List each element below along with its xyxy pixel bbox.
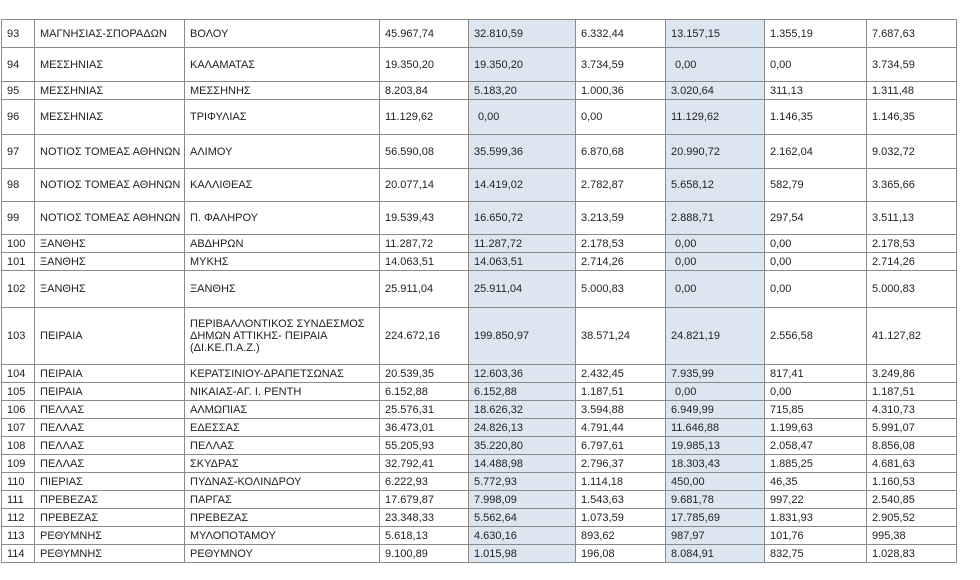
value-cell: 1.831,93 (765, 509, 867, 527)
value-cell: 6.152,88 (380, 383, 469, 401)
allocation-table (1, 19, 957, 563)
value-cell: 2.714,26 (576, 253, 666, 271)
value-cell: 3.734,59 (576, 48, 666, 82)
region-cell: ΠΕΛΛΑΣ (35, 401, 185, 419)
row-number: 98 (2, 169, 35, 202)
row-number: 111 (2, 491, 35, 509)
region-cell: ΠΡΕΒΕΖΑΣ (35, 491, 185, 509)
municipality-cell: ΑΛΜΩΠΙΑΣ (185, 401, 380, 419)
table-row (2, 235, 957, 253)
municipality-cell: ΠΑΡΓΑΣ (185, 491, 380, 509)
region-cell: ΠΕΛΛΑΣ (35, 437, 185, 455)
value-cell: 9.032,72 (867, 135, 957, 169)
value-cell: 0,00 (765, 235, 867, 253)
table-row (2, 509, 957, 527)
region-cell: ΠΕΙΡΑΙΑ (35, 365, 185, 383)
municipality-cell: ΡΕΘΥΜΝΟΥ (185, 545, 380, 563)
municipality-cell: ΝΙΚΑΙΑΣ-ΑΓ. Ι. ΡΕΝΤΗ (185, 383, 380, 401)
row-number: 102 (2, 271, 35, 308)
table-row (2, 271, 957, 308)
value-cell: 0,00 (666, 235, 765, 253)
value-cell: 1.160,53 (867, 473, 957, 491)
region-cell: ΠΡΕΒΕΖΑΣ (35, 509, 185, 527)
table-row (2, 20, 957, 48)
value-cell: 2.556,58 (765, 308, 867, 365)
row-number: 93 (2, 20, 35, 48)
value-cell: 3.020,64 (666, 82, 765, 100)
value-cell: 45.967,74 (380, 20, 469, 48)
region-cell: ΠΙΕΡΙΑΣ (35, 473, 185, 491)
region-cell: ΞΑΝΘΗΣ (35, 271, 185, 308)
value-cell: 1.146,35 (867, 100, 957, 135)
value-cell: 5.991,07 (867, 419, 957, 437)
municipality-cell: ΠΥΔΝΑΣ-ΚΟΛΙΝΔΡΟΥ (185, 473, 380, 491)
table-row (2, 253, 957, 271)
value-cell: 196,08 (576, 545, 666, 563)
value-cell: 0,00 (666, 253, 765, 271)
value-cell: 2.058,47 (765, 437, 867, 455)
value-cell: 14.063,51 (380, 253, 469, 271)
value-cell: 4.791,44 (576, 419, 666, 437)
value-cell: 3.734,59 (867, 48, 957, 82)
table-row (2, 473, 957, 491)
region-cell: ΡΕΘΥΜΝΗΣ (35, 527, 185, 545)
value-cell: 817,41 (765, 365, 867, 383)
table-row (2, 135, 957, 169)
value-cell: 14.419,02 (469, 169, 576, 202)
value-cell: 8.084,91 (666, 545, 765, 563)
value-cell: 1.187,51 (576, 383, 666, 401)
region-cell: ΜΕΣΣΗΝΙΑΣ (35, 48, 185, 82)
table-row (2, 383, 957, 401)
value-cell: 11.646,88 (666, 419, 765, 437)
value-cell: 7.998,09 (469, 491, 576, 509)
value-cell: 3.249,86 (867, 365, 957, 383)
value-cell: 893,62 (576, 527, 666, 545)
value-cell: 18.303,43 (666, 455, 765, 473)
value-cell: 13.157,15 (666, 20, 765, 48)
municipality-cell: ΠΕΛΛΑΣ (185, 437, 380, 455)
value-cell: 2.178,53 (867, 235, 957, 253)
row-number: 112 (2, 509, 35, 527)
value-cell: 0,00 (576, 100, 666, 135)
value-cell: 8.203,84 (380, 82, 469, 100)
value-cell: 11.287,72 (469, 235, 576, 253)
region-cell: ΝΟΤΙΟΣ ΤΟΜΕΑΣ ΑΘΗΝΩΝ (35, 202, 185, 235)
row-number: 107 (2, 419, 35, 437)
table-row (2, 48, 957, 82)
value-cell: 25.911,04 (469, 271, 576, 308)
municipality-cell: ΣΚΥΔΡΑΣ (185, 455, 380, 473)
value-cell: 1.543,63 (576, 491, 666, 509)
value-cell: 19.350,20 (380, 48, 469, 82)
value-cell: 1.146,35 (765, 100, 867, 135)
value-cell: 3.511,13 (867, 202, 957, 235)
municipality-cell: ΚΑΛΛΙΘΕΑΣ (185, 169, 380, 202)
value-cell: 4.681,63 (867, 455, 957, 473)
row-number: 99 (2, 202, 35, 235)
value-cell: 582,79 (765, 169, 867, 202)
value-cell: 1.187,51 (867, 383, 957, 401)
region-cell: ΠΕΙΡΑΙΑ (35, 383, 185, 401)
value-cell: 6.152,88 (469, 383, 576, 401)
value-cell: 832,75 (765, 545, 867, 563)
row-number: 113 (2, 527, 35, 545)
value-cell: 18.626,32 (469, 401, 576, 419)
value-cell: 1.015,98 (469, 545, 576, 563)
value-cell: 41.127,82 (867, 308, 957, 365)
value-cell: 0,00 (666, 48, 765, 82)
table-row (2, 365, 957, 383)
value-cell: 24.821,19 (666, 308, 765, 365)
table-row (2, 308, 957, 365)
value-cell: 17.785,69 (666, 509, 765, 527)
municipality-cell: ΞΑΝΘΗΣ (185, 271, 380, 308)
value-cell: 0,00 (469, 100, 576, 135)
value-cell: 5.658,12 (666, 169, 765, 202)
row-number: 103 (2, 308, 35, 365)
value-cell: 987,97 (666, 527, 765, 545)
value-cell: 12.603,36 (469, 365, 576, 383)
value-cell: 311,13 (765, 82, 867, 100)
value-cell: 5.000,83 (576, 271, 666, 308)
value-cell: 997,22 (765, 491, 867, 509)
row-number: 108 (2, 437, 35, 455)
value-cell: 20.539,35 (380, 365, 469, 383)
value-cell: 56.590,08 (380, 135, 469, 169)
table-row (2, 455, 957, 473)
value-cell: 4.630,16 (469, 527, 576, 545)
value-cell: 46,35 (765, 473, 867, 491)
value-cell: 2.714,26 (867, 253, 957, 271)
value-cell: 3.594,88 (576, 401, 666, 419)
table-row (2, 545, 957, 563)
row-number: 100 (2, 235, 35, 253)
region-cell: ΝΟΤΙΟΣ ΤΟΜΕΑΣ ΑΘΗΝΩΝ (35, 169, 185, 202)
table-row (2, 82, 957, 100)
value-cell: 25.911,04 (380, 271, 469, 308)
value-cell: 35.599,36 (469, 135, 576, 169)
value-cell: 19.350,20 (469, 48, 576, 82)
value-cell: 0,00 (765, 383, 867, 401)
value-cell: 32.792,41 (380, 455, 469, 473)
value-cell: 2.796,37 (576, 455, 666, 473)
value-cell: 1.885,25 (765, 455, 867, 473)
value-cell: 199.850,97 (469, 308, 576, 365)
value-cell: 55.205,93 (380, 437, 469, 455)
table-row (2, 202, 957, 235)
table-row (2, 437, 957, 455)
row-number: 104 (2, 365, 35, 383)
row-number: 114 (2, 545, 35, 563)
value-cell: 4.310,73 (867, 401, 957, 419)
municipality-cell: ΠΕΡΙΒΑΛΛΟΝΤΙΚΟΣ ΣΥΝΔΕΣΜΟΣ ΔΗΜΩΝ ΑΤΤΙΚΗΣ- ΠΕΙΡΑΙΑ (ΔΙ.ΚΕ.Π.Α.Ζ.) (185, 308, 380, 365)
region-cell: ΞΑΝΘΗΣ (35, 253, 185, 271)
region-cell: ΠΕΛΛΑΣ (35, 419, 185, 437)
table-row (2, 401, 957, 419)
value-cell: 38.571,24 (576, 308, 666, 365)
value-cell: 5.772,93 (469, 473, 576, 491)
value-cell: 1.000,36 (576, 82, 666, 100)
value-cell: 2.782,87 (576, 169, 666, 202)
value-cell: 11.129,62 (666, 100, 765, 135)
municipality-cell: ΜΥΛΟΠΟΤΑΜΟΥ (185, 527, 380, 545)
value-cell: 5.562,64 (469, 509, 576, 527)
value-cell: 3.365,66 (867, 169, 957, 202)
municipality-cell: ΜΥΚΗΣ (185, 253, 380, 271)
row-number: 110 (2, 473, 35, 491)
table-row (2, 527, 957, 545)
region-cell: ΜΕΣΣΗΝΙΑΣ (35, 100, 185, 135)
value-cell: 6.222,93 (380, 473, 469, 491)
row-number: 105 (2, 383, 35, 401)
municipality-cell: ΑΛΙΜΟΥ (185, 135, 380, 169)
value-cell: 995,38 (867, 527, 957, 545)
value-cell: 32.810,59 (469, 20, 576, 48)
value-cell: 6.870,68 (576, 135, 666, 169)
value-cell: 2.162,04 (765, 135, 867, 169)
value-cell: 1.199,63 (765, 419, 867, 437)
value-cell: 5.183,20 (469, 82, 576, 100)
value-cell: 101,76 (765, 527, 867, 545)
value-cell: 3.213,59 (576, 202, 666, 235)
value-cell: 16.650,72 (469, 202, 576, 235)
value-cell: 19.985,13 (666, 437, 765, 455)
value-cell: 0,00 (765, 271, 867, 308)
region-cell: ΜΑΓΝΗΣΙΑΣ-ΣΠΟΡΑΔΩΝ (35, 20, 185, 48)
value-cell: 1.114,18 (576, 473, 666, 491)
municipality-cell: ΕΔΕΣΣΑΣ (185, 419, 380, 437)
table-row (2, 100, 957, 135)
value-cell: 6.332,44 (576, 20, 666, 48)
municipality-cell: ΚΑΛΑΜΑΤΑΣ (185, 48, 380, 82)
value-cell: 5.000,83 (867, 271, 957, 308)
value-cell: 0,00 (666, 271, 765, 308)
value-cell: 24.826,13 (469, 419, 576, 437)
value-cell: 17.679,87 (380, 491, 469, 509)
municipality-cell: ΠΡΕΒΕΖΑΣ (185, 509, 380, 527)
row-number: 97 (2, 135, 35, 169)
value-cell: 11.129,62 (380, 100, 469, 135)
row-number: 96 (2, 100, 35, 135)
row-number: 101 (2, 253, 35, 271)
table-row (2, 419, 957, 437)
municipality-cell: ΤΡΙΦΥΛΙΑΣ (185, 100, 380, 135)
region-cell: ΝΟΤΙΟΣ ΤΟΜΕΑΣ ΑΘΗΝΩΝ (35, 135, 185, 169)
value-cell: 2.540,85 (867, 491, 957, 509)
municipality-cell: Π. ΦΑΛΗΡΟΥ (185, 202, 380, 235)
value-cell: 2.432,45 (576, 365, 666, 383)
value-cell: 1.028,83 (867, 545, 957, 563)
region-cell: ΠΕΙΡΑΙΑ (35, 308, 185, 365)
value-cell: 36.473,01 (380, 419, 469, 437)
municipality-cell: ΚΕΡΑΤΣΙΝΙΟΥ-ΔΡΑΠΕΤΣΩΝΑΣ (185, 365, 380, 383)
row-number: 109 (2, 455, 35, 473)
value-cell: 2.888,71 (666, 202, 765, 235)
table-row (2, 169, 957, 202)
value-cell: 7.935,99 (666, 365, 765, 383)
value-cell: 0,00 (765, 48, 867, 82)
region-cell: ΞΑΝΘΗΣ (35, 235, 185, 253)
value-cell: 19.539,43 (380, 202, 469, 235)
municipality-cell: ΑΒΔΗΡΩΝ (185, 235, 380, 253)
region-cell: ΡΕΘΥΜΝΗΣ (35, 545, 185, 563)
row-number: 95 (2, 82, 35, 100)
value-cell: 9.681,78 (666, 491, 765, 509)
table-body (2, 20, 957, 563)
value-cell: 297,54 (765, 202, 867, 235)
value-cell: 7.687,63 (867, 20, 957, 48)
value-cell: 14.063,51 (469, 253, 576, 271)
value-cell: 1.311,48 (867, 82, 957, 100)
value-cell: 2.178,53 (576, 235, 666, 253)
region-cell: ΜΕΣΣΗΝΙΑΣ (35, 82, 185, 100)
value-cell: 2.905,52 (867, 509, 957, 527)
row-number: 106 (2, 401, 35, 419)
value-cell: 11.287,72 (380, 235, 469, 253)
value-cell: 9.100,89 (380, 545, 469, 563)
value-cell: 20.077,14 (380, 169, 469, 202)
value-cell: 25.576,31 (380, 401, 469, 419)
region-cell: ΠΕΛΛΑΣ (35, 455, 185, 473)
value-cell: 450,00 (666, 473, 765, 491)
municipality-cell: ΒΟΛΟΥ (185, 20, 380, 48)
table-row (2, 491, 957, 509)
value-cell: 35.220,80 (469, 437, 576, 455)
value-cell: 8.856,08 (867, 437, 957, 455)
value-cell: 1.073,59 (576, 509, 666, 527)
value-cell: 0,00 (666, 383, 765, 401)
value-cell: 0,00 (765, 253, 867, 271)
value-cell: 1.355,19 (765, 20, 867, 48)
value-cell: 224.672,16 (380, 308, 469, 365)
value-cell: 20.990,72 (666, 135, 765, 169)
row-number: 94 (2, 48, 35, 82)
value-cell: 5.618,13 (380, 527, 469, 545)
value-cell: 715,85 (765, 401, 867, 419)
municipality-cell: ΜΕΣΣΗΝΗΣ (185, 82, 380, 100)
value-cell: 23.348,33 (380, 509, 469, 527)
value-cell: 6.949,99 (666, 401, 765, 419)
value-cell: 14.488,98 (469, 455, 576, 473)
value-cell: 6.797,61 (576, 437, 666, 455)
